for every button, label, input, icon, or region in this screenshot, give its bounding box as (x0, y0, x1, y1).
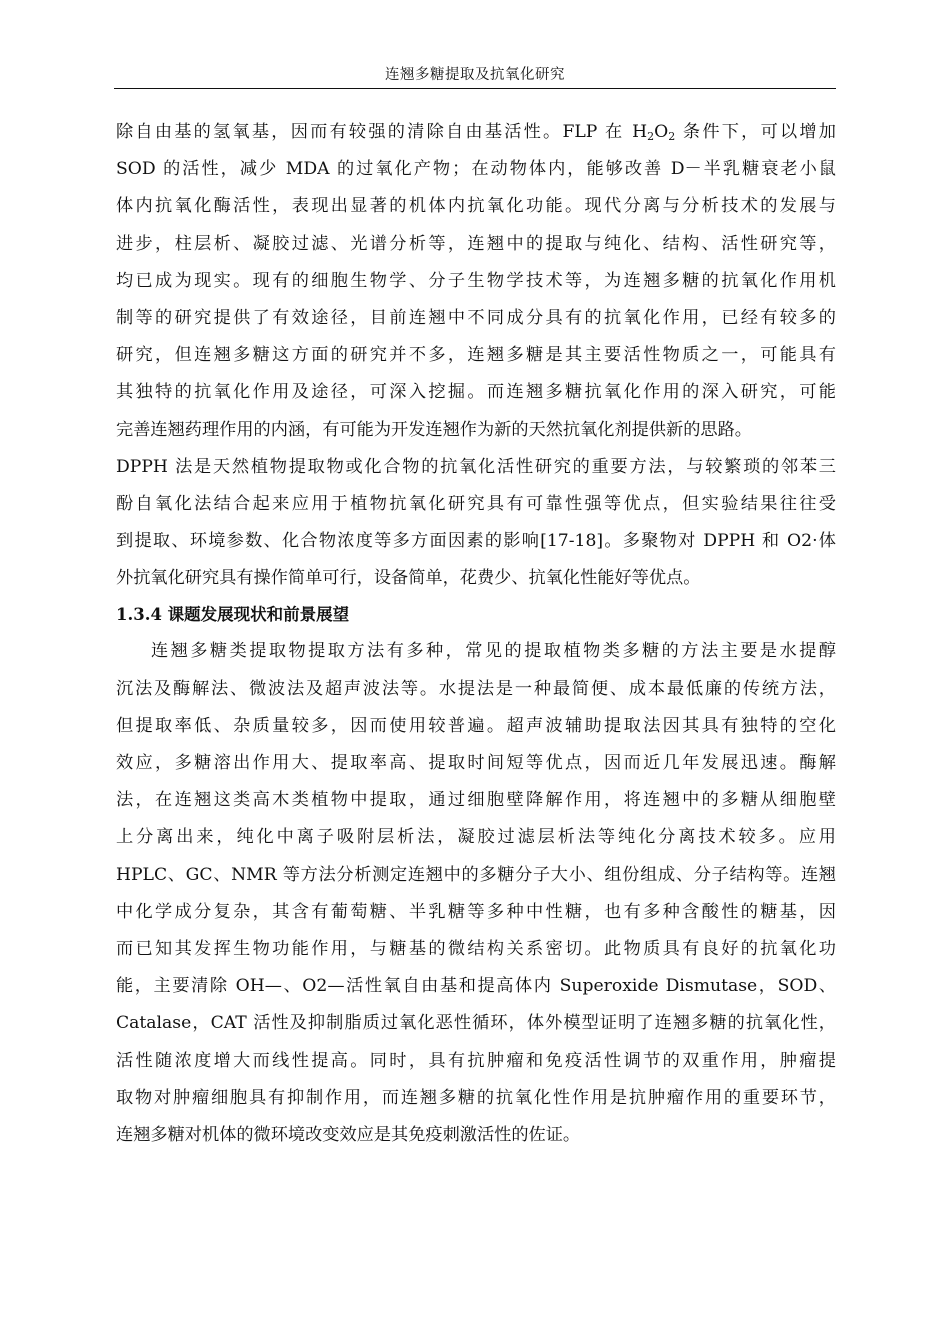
line-text-mid: O (654, 122, 669, 142)
document-body (116, 114, 836, 1154)
paragraph-line: 活性随浓度增大而线性提高。同时，具有抗肿瘤和免疫活性调节的双重作用，肿瘤提 (116, 1050, 836, 1071)
paragraph-line: Catalase，CAT 活性及抑制脂质过氧化恶性循环，体外模型证明了连翘多糖的抗氧化性， (116, 1013, 836, 1034)
line-text-post: 条件下，可以增加 (675, 122, 836, 142)
paragraph-line: 上分离出来，纯化中离子吸附层析法，凝胶过滤层析法等纯化分离技术较多。应用 (116, 827, 836, 848)
paragraph-line: 取物对肿瘤细胞具有抑制作用，而连翘多糖的抗氧化性作用是抗肿瘤作用的重要环节， (116, 1087, 836, 1108)
paragraph-line: 酚自氧化法结合起来应用于植物抗氧化研究具有可靠性强等优点，但实验结果往往受 (116, 493, 836, 514)
subscript-2: 2 (668, 130, 676, 143)
paragraph-line: 到提取、环境参数、化合物浓度等多方面因素的影响[17-18]。多聚物对 DPPH 和 O2·体 (116, 531, 836, 552)
line-text-pre: 除自由基的氢氧基，因而有较强的清除自由基活性。FLP 在 H (116, 122, 648, 142)
paragraph-line: 进步，柱层析、凝胶过滤、光谱分析等，连翘中的提取与纯化、结构、活性研究等， (116, 233, 836, 254)
paragraph-line: 中化学成分复杂，其含有葡萄糖、半乳糖等多种中性糖，也有多种含酸性的糖基，因 (116, 901, 836, 922)
paragraph-line: 连翘多糖对机体的微环境改变效应是其免疫刺激活性的佐证。 (116, 1124, 581, 1145)
paragraph-line: 连翘多糖类提取物提取方法有多种，常见的提取植物类多糖的方法主要是水提醇 (151, 641, 836, 662)
paragraph-line: 完善连翘药理作用的内涵，有可能为开发连翘作为新的天然抗氧化剂提供新的思路。 (116, 419, 752, 440)
paragraph-line: 外抗氧化研究具有操作简单可行，设备简单，花费少、抗氧化性能好等优点。 (116, 568, 701, 589)
page-header-title: 连翘多糖提取及抗氧化研究 (385, 67, 565, 83)
paragraph-line: 而已知其发挥生物功能作用，与糖基的微结构关系密切。此物质具有良好的抗氧化功 (116, 938, 836, 959)
paragraph-line (116, 114, 836, 151)
paragraph-line: 能，主要清除 OH—、O2—活性氧自由基和提高体内 Superoxide Dismutase，SOD、 (116, 976, 836, 997)
subscript-2: 2 (647, 130, 655, 143)
paragraph-line: HPLC、GC、NMR 等方法分析测定连翘中的多糖分子大小、组份组成、分子结构等。连翘 (116, 864, 836, 885)
paragraph-line: 效应，多糖溶出作用大、提取率高、提取时间短等优点，因而近几年发展迅速。酶解 (116, 753, 836, 773)
paragraph-line: 体内抗氧化酶活性，表现出显著的机体内抗氧化功能。现代分离与分析技术的发展与 (116, 196, 836, 217)
paragraph-line: 均已成为现实。现有的细胞生物学、分子生物学技术等，为连翘多糖的抗氧化作用机 (116, 270, 836, 291)
paragraph-line: 沉法及酶解法、微波法及超声波法等。水提法是一种最简便、成本最低廉的传统方法， (116, 678, 836, 699)
paragraph-line: DPPH 法是天然植物提取物或化合物的抗氧化活性研究的重要方法，与较繁琐的邻苯三 (116, 456, 836, 477)
paragraph-line: 法，在连翘这类高木类植物中提取，通过细胞壁降解作用，将连翘中的多糖从细胞壁 (116, 790, 836, 811)
section-heading: 1.3.4 课题发展现状和前景展望 (116, 605, 350, 625)
header-divider (114, 88, 836, 89)
paragraph-line: 但提取率低、杂质量较多，因而使用较普遍。超声波辅助提取法因其具有独特的空化 (116, 715, 836, 736)
paragraph-line: 其独特的抗氧化作用及途径，可深入挖掘。而连翘多糖抗氧化作用的深入研究，可能 (116, 382, 836, 403)
paragraph-line: 制等的研究提供了有效途径，目前连翘中不同成分具有的抗氧化作用，已经有较多的 (116, 307, 836, 328)
paragraph-line: SOD 的活性，减少 MDA 的过氧化产物；在动物体内，能够改善 D－半乳糖衰老小鼠 (116, 159, 836, 180)
paragraph-line: 研究，但连翘多糖这方面的研究并不多，连翘多糖是其主要活性物质之一，可能具有 (116, 345, 836, 366)
